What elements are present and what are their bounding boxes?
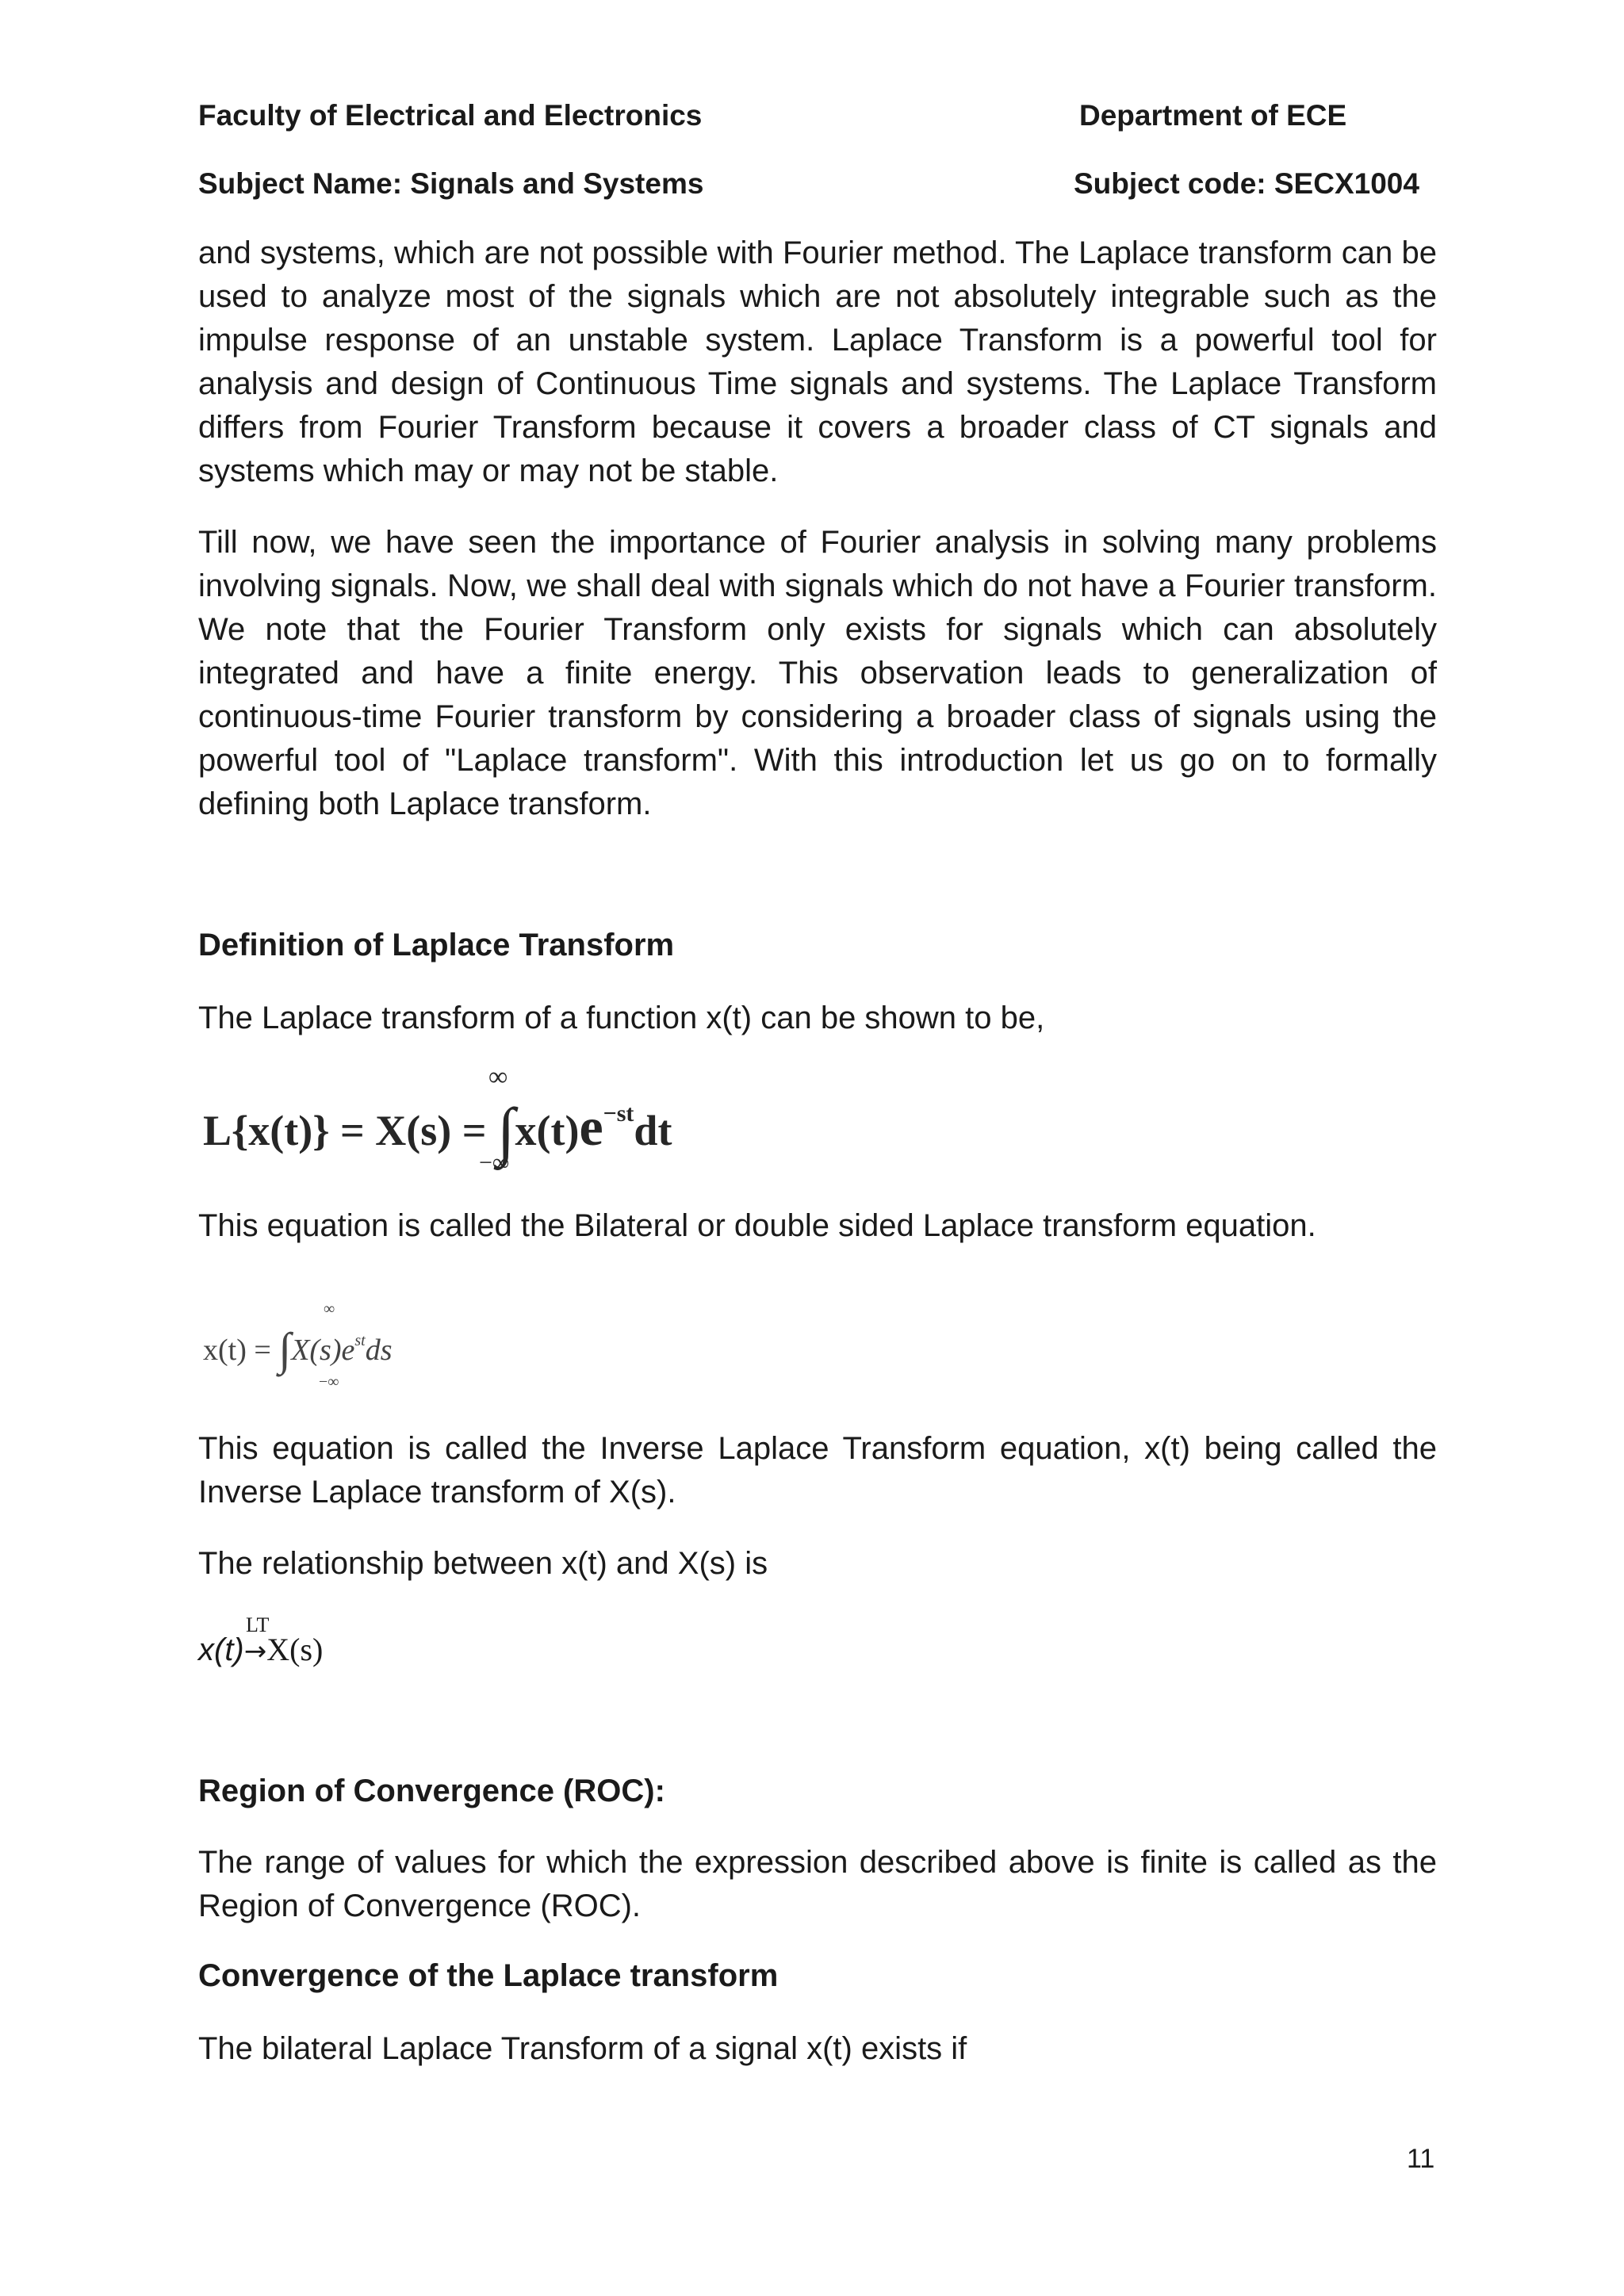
header-department: Department of ECE <box>1079 99 1347 132</box>
eq2-body <box>203 1318 393 1375</box>
heading-definition: Definition of Laplace Transform <box>198 928 675 962</box>
relation-line <box>198 1631 323 1668</box>
eq2-upper-limit: ∞ <box>324 1300 335 1318</box>
eq1-upper-limit: ∞ <box>488 1062 508 1092</box>
eq2-integrand: X(s) <box>291 1334 342 1367</box>
definition-intro: The Laplace transform of a function x(t) can be shown to be, <box>198 1001 1045 1035</box>
convergence-text: The bilateral Laplace Transform of a signal x(t) exists if <box>198 2031 967 2066</box>
eq1-exponent: −st <box>603 1100 634 1127</box>
relation-over-arrow-label: LT <box>246 1613 270 1636</box>
header-subject-name: Subject Name: Signals and Systems <box>198 167 704 200</box>
eq1-exp-base: e <box>579 1096 603 1157</box>
eq1-lhs: L{x(t)} = X(s) = <box>203 1107 498 1154</box>
bilateral-note: This equation is called the Bilateral or double sided Laplace transform equation. <box>198 1208 1316 1243</box>
heading-convergence: Convergence of the Laplace transform <box>198 1958 779 1993</box>
eq1-integral-sign: ∫ <box>497 1095 515 1167</box>
heading-roc: Region of Convergence (ROC): <box>198 1774 665 1808</box>
inverse-note: This equation is called the Inverse Laplace Transform equation, x(t) being called the Inverse Laplace transform of X(s). <box>198 1431 1437 1510</box>
relation-right: X(s) <box>266 1632 324 1667</box>
page-number: 11 <box>1407 2144 1435 2174</box>
eq1-body <box>203 1086 672 1167</box>
eq2-lhs: x(t) = <box>203 1334 279 1367</box>
relationship-intro: The relationship between x(t) and X(s) is <box>198 1546 768 1581</box>
paragraph-intro: and systems, which are not possible with Fourier method. The Laplace transform can be used to analyze most of the signals which are not absolutely integrable such as the impulse response of an unstable system. Laplace Transform is a powerful tool for analysis and design of Continuous Time signals and systems. The Laplace Transform differs from Fourier Transform because it covers a broader class of CT signals and systems which may or may not be stable. <box>198 235 1437 488</box>
eq2-exp-base: e <box>341 1334 355 1367</box>
header-faculty: Faculty of Electrical and Electronics <box>198 99 703 132</box>
roc-text: The range of values for which the expression described above is finite is called as the Region of Convergence (ROC). <box>198 1845 1437 1923</box>
paragraph-fourier-context: Till now, we have seen the importance of Fourier analysis in solving many problems involving signals. Now, we shall deal with signals which do not have a Fourier transform. We note that the Fourier Transform only exists for signals which can absolutely integrated and have a finite energy. This observation leads to generalization of continuous-time Fourier transform by considering a broader class of signals using the powerful tool of "Laplace transform". With this introduction let us go on to formally defining both Laplace transform. <box>198 525 1437 821</box>
eq1-differential: dt <box>634 1107 672 1154</box>
arrow-right-icon: → <box>243 1636 267 1667</box>
eq1-integrand: x(t) <box>515 1107 580 1154</box>
eq1-lower-limit: −∞ <box>479 1150 510 1176</box>
eq2-exponent: st <box>354 1332 366 1349</box>
eq2-lower-limit: −∞ <box>319 1373 339 1391</box>
eq2-differential: ds <box>365 1334 393 1367</box>
eq2-integral-sign: ∫ <box>278 1323 292 1375</box>
header-subject-code: Subject code: SECX1004 <box>1074 167 1419 200</box>
relation-left: x(t) <box>198 1632 244 1667</box>
